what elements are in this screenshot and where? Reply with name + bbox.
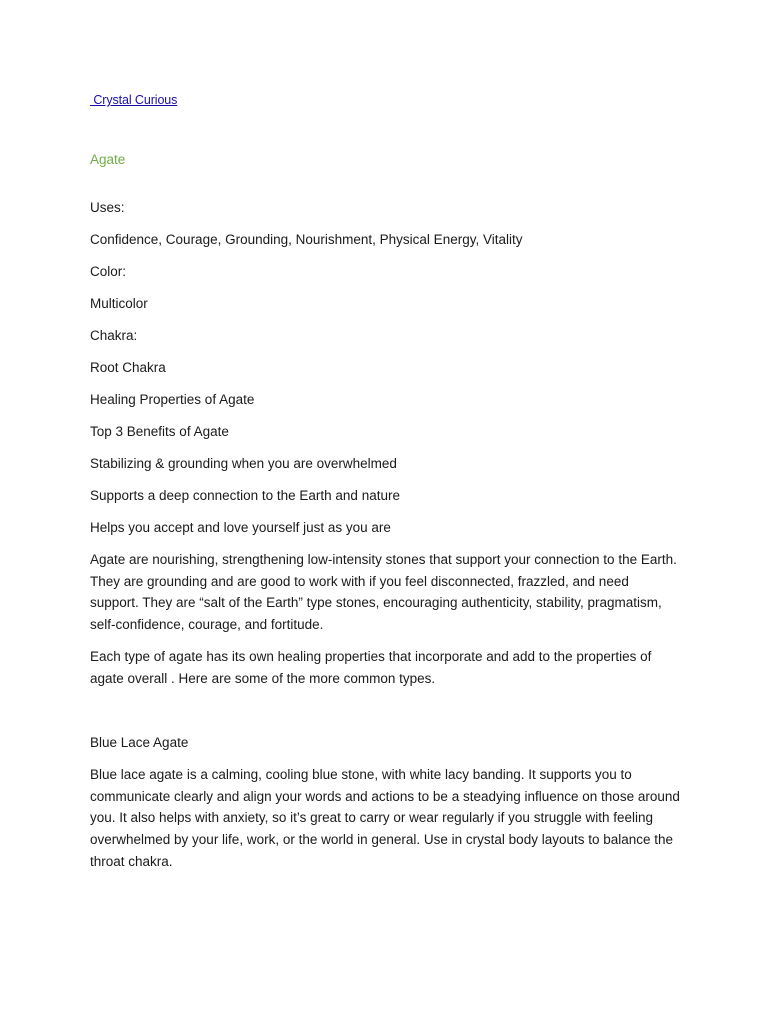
agate-paragraph-2: Each type of agate has its own healing properties that incorporate and add to the properties of agate overall . Here are some of the more common types. xyxy=(90,649,652,686)
blue-lace-title: Blue Lace Agate xyxy=(90,735,189,750)
chakra-value: Root Chakra xyxy=(90,360,166,375)
benefits-heading: Top 3 Benefits of Agate xyxy=(90,424,229,439)
color-label: Color: xyxy=(90,264,127,279)
crystal-curious-link[interactable]: Crystal Curious xyxy=(90,93,178,107)
blue-lace-paragraph: Blue lace agate is a calming, cooling blue stone, with white lacy banding. It supports you to communicate clearly and align your words and actions to be a steadying influence on those around you. It also helps with anxiety, so it’s great to carry or wear regularly if you struggle with feeling overwhelmed by your life, work, or the world in general. Use in crystal body layouts to balance the throat chakra. xyxy=(90,767,680,869)
benefit-item: Supports a deep connection to the Earth and nature xyxy=(90,488,400,503)
chakra-label: Chakra: xyxy=(90,328,138,343)
uses-value: Confidence, Courage, Grounding, Nourishment, Physical Energy, Vitality xyxy=(90,232,523,247)
uses-label: Uses: xyxy=(90,200,125,215)
benefit-item: Helps you accept and love yourself just as you are xyxy=(90,520,391,535)
healing-heading: Healing Properties of Agate xyxy=(90,392,255,407)
benefit-item: Stabilizing & grounding when you are overwhelmed xyxy=(90,456,397,471)
stone-title: Agate xyxy=(90,152,126,167)
color-value: Multicolor xyxy=(90,296,148,311)
agate-paragraph-1: Agate are nourishing, strengthening low-intensity stones that support your connection to the Earth. They are grounding and are good to work with if you feel disconnected, frazzled, and need support. They are “salt of the Earth” type stones, encouraging authenticity, stability, pragmatism, self-confidence, courage, and fortitude. xyxy=(90,552,677,633)
